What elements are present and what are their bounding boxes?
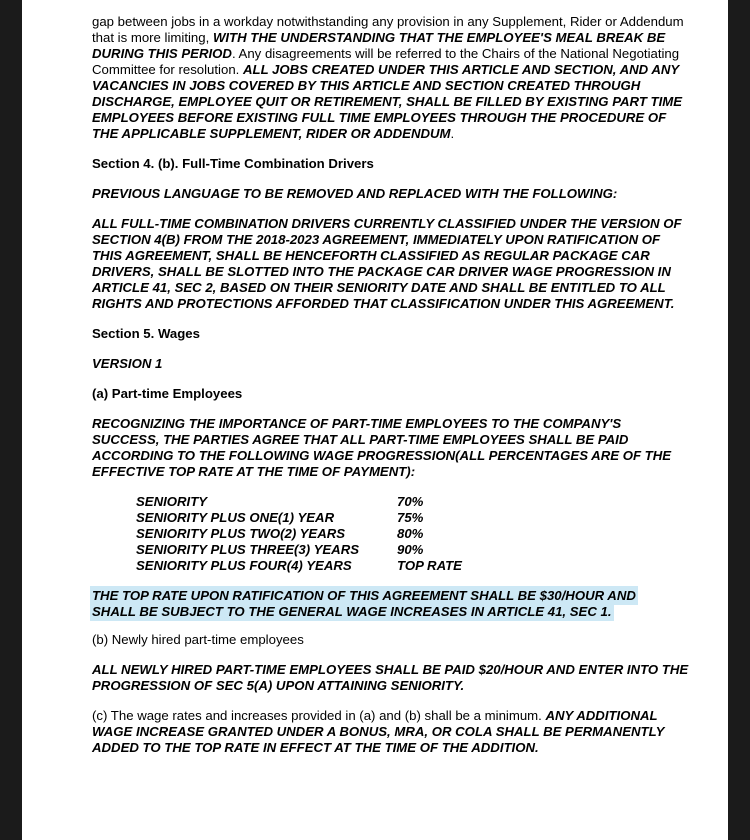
table-row [136, 526, 462, 542]
seniority-label: SENIORITY PLUS ONE(1) YEAR [136, 510, 335, 525]
part-c-clause: ANY ADDITIONAL WAGE INCREASE GRANTED UNDER A BONUS, MRA, OR COLA SHALL BE PERMANENTLY ADDED TO THE TOP RATE IN EFFECT AT THE TIME OF THE ADDITION. [92, 708, 665, 755]
meal-break-clause: WITH THE UNDERSTANDING THAT THE EMPLOYEE'S MEAL BREAK BE DURING THIS PERIOD [92, 30, 666, 61]
section4-previous-language: PREVIOUS LANGUAGE TO BE REMOVED AND REPLACED WITH THE FOLLOWING: [92, 186, 618, 201]
section5-heading: Section 5. Wages [92, 326, 200, 341]
part-b-heading: (b) Newly hired part-time employees [92, 632, 304, 647]
part-a-body: RECOGNIZING THE IMPORTANCE OF PART-TIME EMPLOYEES TO THE COMPANY'S SUCCESS, THE PARTIES AGREE THAT ALL PART-TIME EMPLOYEES SHALL BE PAID ACCORDING TO THE FOLLOWING WAGE PROGRESSION(ALL PERCENTAGES ARE OF THE EFFECTIVE TOP RATE AT THE TIME OF PAYMENT): [92, 416, 672, 479]
intro-period: . [450, 126, 455, 141]
seniority-label: SENIORITY PLUS FOUR(4) YEARS [136, 558, 352, 573]
highlighted-text: SHALL BE SUBJECT TO THE GENERAL WAGE INCREASES IN ARTICLE 41, SEC 1. [92, 604, 612, 619]
part-a-heading: (a) Part-time Employees [92, 386, 243, 401]
part-c-text: (c) The wage rates and increases provided in (a) and (b) shall be a minimum. [92, 708, 546, 723]
section4-body: ALL FULL-TIME COMBINATION DRIVERS CURRENTLY CLASSIFIED UNDER THE VERSION OF SECTION 4(B) FROM THE 2018-2023 AGREEMENT, IMMEDIATELY UPON RATIFICATION OF THIS AGREEMENT, SHALL BE HENCEFORTH CLASSIFIED AS REGULAR PACKAGE CAR DRIVERS, SHALL BE SLOTTED INTO THE PACKAGE CAR DRIVER WAGE PROGRESSION IN ARTICLE 41, SEC 2, BASED ON THEIR SENIORITY DATE AND SHALL BE ENTITLED TO ALL RIGHTS AND PROTECTIONS AFFORDED THAT CLASSIFICATION UNDER THIS AGREEMENT. [92, 216, 682, 311]
table-row [136, 494, 462, 510]
document-page [22, 0, 728, 840]
seniority-label: SENIORITY PLUS TWO(2) YEARS [136, 526, 346, 541]
intro-text: gap between jobs in a workday notwithstanding any provision in any Supplement, Rider or Addendum that is more limiting, [92, 14, 684, 45]
intro-paragraph [92, 14, 692, 142]
part-c-paragraph [92, 708, 692, 756]
part-b-body: ALL NEWLY HIRED PART-TIME EMPLOYEES SHALL BE PAID $20/HOUR AND ENTER INTO THE PROGRESSION OF SEC 5(A) UPON ATTAINING SENIORITY. [92, 662, 689, 693]
seniority-rate: 80% [397, 526, 424, 541]
highlighted-text: THE TOP RATE UPON RATIFICATION OF THIS AGREEMENT SHALL BE $30/HOUR AND [92, 588, 636, 603]
table-row [136, 510, 462, 526]
table-row [136, 542, 462, 558]
seniority-rate: 90% [397, 542, 424, 557]
seniority-rate: 70% [397, 494, 424, 509]
seniority-wage-table [136, 494, 462, 574]
seniority-label: SENIORITY [136, 494, 208, 509]
table-row [136, 558, 462, 574]
seniority-rate: 75% [397, 510, 424, 525]
vacancy-clause: ALL JOBS CREATED UNDER THIS ARTICLE AND SECTION, AND ANY VACANCIES IN JOBS COVERED BY THIS ARTICLE AND SECTION CREATED THROUGH DISCHARGE, EMPLOYEE QUIT OR RETIREMENT, SHALL BE FILLED BY EXISTING PART TIME EMPLOYEES BEFORE EXISTING FULL TIME EMPLOYEES THROUGH THE PROCEDURE OF THE APPLICABLE SUPPLEMENT, RIDER OR ADDENDUM [92, 62, 683, 141]
top-rate-paragraph [92, 588, 692, 620]
section4-heading: Section 4. (b). Full-Time Combination Drivers [92, 156, 374, 171]
seniority-rate: TOP RATE [397, 558, 462, 573]
document-content [92, 14, 692, 756]
seniority-label: SENIORITY PLUS THREE(3) YEARS [136, 542, 360, 557]
version-label: VERSION 1 [92, 356, 163, 371]
disagreement-text: . Any disagreements will be referred to the Chairs of the National Negotiating Committee for resolution. [92, 46, 680, 77]
